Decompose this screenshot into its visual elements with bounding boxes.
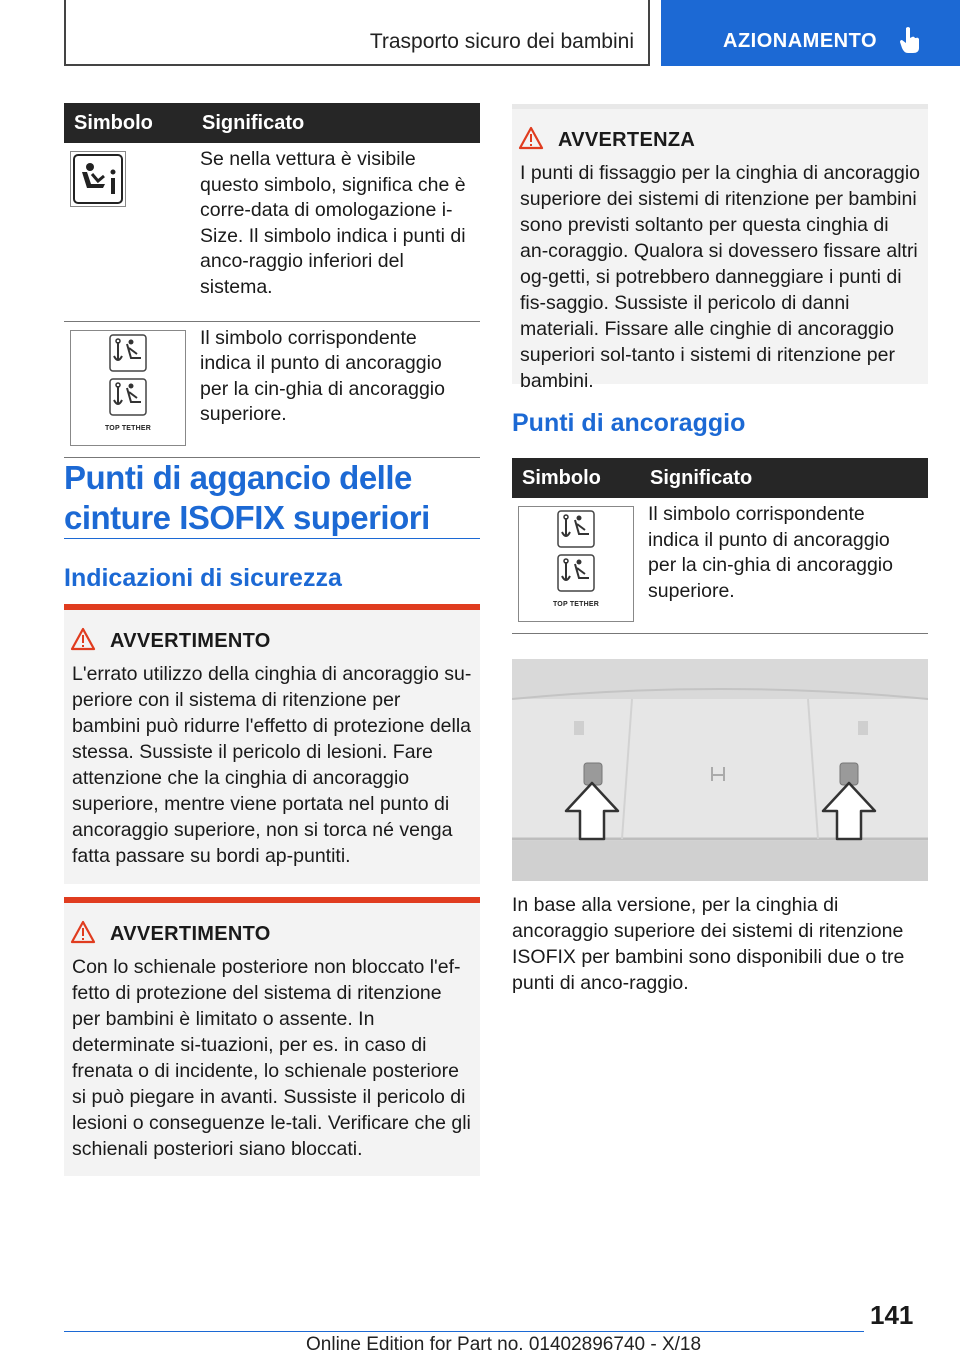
table-row bbox=[512, 498, 928, 633]
anchor-points-photo bbox=[512, 659, 928, 881]
anchor-points-description: In base alla versione, per la cinghia di ancoraggio superiore dei sistemi di ritenzione ISOFIX per bambini sono disponibili due o tre punti di anco-raggio. bbox=[512, 894, 905, 994]
warning-box bbox=[64, 897, 480, 1176]
symbol-table-isize bbox=[64, 103, 480, 458]
warning-box bbox=[64, 604, 480, 884]
header-chapter-box bbox=[64, 0, 650, 66]
isize-symbol bbox=[70, 151, 126, 207]
footer-edition: Online Edition for Part no. 01402896740 - X/18 bbox=[306, 1334, 702, 1355]
top-tether-anchor-icon bbox=[557, 554, 595, 592]
top-tether-anchor-icon bbox=[109, 334, 147, 372]
row-meaning: Il simbolo corrispondente indica il punto di ancoraggio per la cin-ghia di ancoraggio superiore. bbox=[192, 321, 480, 457]
top-tether-anchor-icon bbox=[109, 378, 147, 416]
notice-text: I punti di fissaggio per la cinghia di ancoraggio superiore dei sistemi di ritenzione per bambini sono previsti soltanto per questa cinghia di an-coraggio. Qualora si dovessero fissare altri og-getti, si potrebbero danneggiare i punti di fis-saggio. Sussiste il pericolo di danni materiali. Fissare alle cinghie di ancoraggio superiori sol-tanto i sistemi di ritenzione per bambini. bbox=[520, 162, 921, 392]
page-number: 141 bbox=[870, 1300, 914, 1330]
col-header-symbol: Simbolo bbox=[64, 103, 192, 143]
col-header-meaning: Significato bbox=[192, 103, 480, 143]
notice-title: AVVERTENZA bbox=[558, 129, 696, 151]
header-chapter: Trasporto sicuro dei bambini bbox=[369, 30, 634, 53]
row-meaning: Il simbolo corrispondente indica il punto di ancoraggio per la cin-ghia di ancoraggio superiore. bbox=[640, 498, 928, 633]
pointing-hand-icon bbox=[899, 26, 921, 54]
warning-title: AVVERTIMENTO bbox=[110, 630, 271, 652]
warning-text: Con lo schienale posteriore non bloccato l'ef-fetto di protezione del sistema di ritenzione per bambini è limitato o assente. In determinate si-tuazioni, per es. in caso di frenata o di incidente, lo schienale posteriore si può piegare in avanti. Sussiste il pericolo di lesioni o conseguenze le-tali. Verificare che gli schienali posteriori siano bloccati. bbox=[72, 956, 471, 1160]
anchor-heading: Punti di ancoraggio bbox=[512, 409, 746, 437]
rear-seat-anchor-illustration bbox=[512, 659, 928, 881]
safety-heading: Indicazioni di sicurezza bbox=[64, 564, 342, 592]
col-header-symbol: Simbolo bbox=[512, 458, 640, 498]
header-section: AZIONAMENTO bbox=[723, 30, 878, 52]
header-section-tab[interactable] bbox=[661, 0, 960, 66]
footer-rule bbox=[64, 1331, 864, 1332]
warning-triangle-icon bbox=[70, 920, 96, 944]
symbol-table-top-tether bbox=[512, 458, 928, 634]
top-tether-anchor-icon bbox=[557, 510, 595, 548]
top-tether-caption: TOP TETHER bbox=[104, 424, 152, 432]
top-tether-symbol bbox=[70, 330, 186, 446]
section-title: Punti di aggancio delle cinture ISOFIX superiori bbox=[64, 459, 430, 536]
warning-text: L'errato utilizzo della cinghia di ancoraggio su-periore con il sistema di ritenzione per bambini può ridurre l'effetto di protezione della stessa. Sussiste il pericolo di lesioni. Fare attenzione che la cinghia di ancoraggio superiore, mentre viene portata nel punto di ancoraggio superiore, non si torca né venga fatta passare su bordi ap-puntiti. bbox=[72, 663, 472, 867]
table-row bbox=[64, 143, 480, 321]
top-tether-caption: TOP TETHER bbox=[552, 601, 600, 609]
col-header-meaning: Significato bbox=[640, 458, 928, 498]
warning-title: AVVERTIMENTO bbox=[110, 923, 271, 945]
warning-triangle-icon bbox=[518, 126, 544, 150]
row-meaning: Se nella vettura è visibile questo simbolo, significa che è corre-data di omologazione i-Size. Il simbolo indica i punti di anco-raggio inferiori del sistema. bbox=[192, 143, 480, 321]
warning-triangle-icon bbox=[70, 627, 96, 651]
isize-child-seat-icon bbox=[73, 154, 123, 204]
top-tether-symbol bbox=[518, 506, 634, 622]
section-title-rule bbox=[64, 538, 480, 539]
table-row bbox=[64, 321, 480, 457]
notice-box bbox=[512, 104, 928, 392]
